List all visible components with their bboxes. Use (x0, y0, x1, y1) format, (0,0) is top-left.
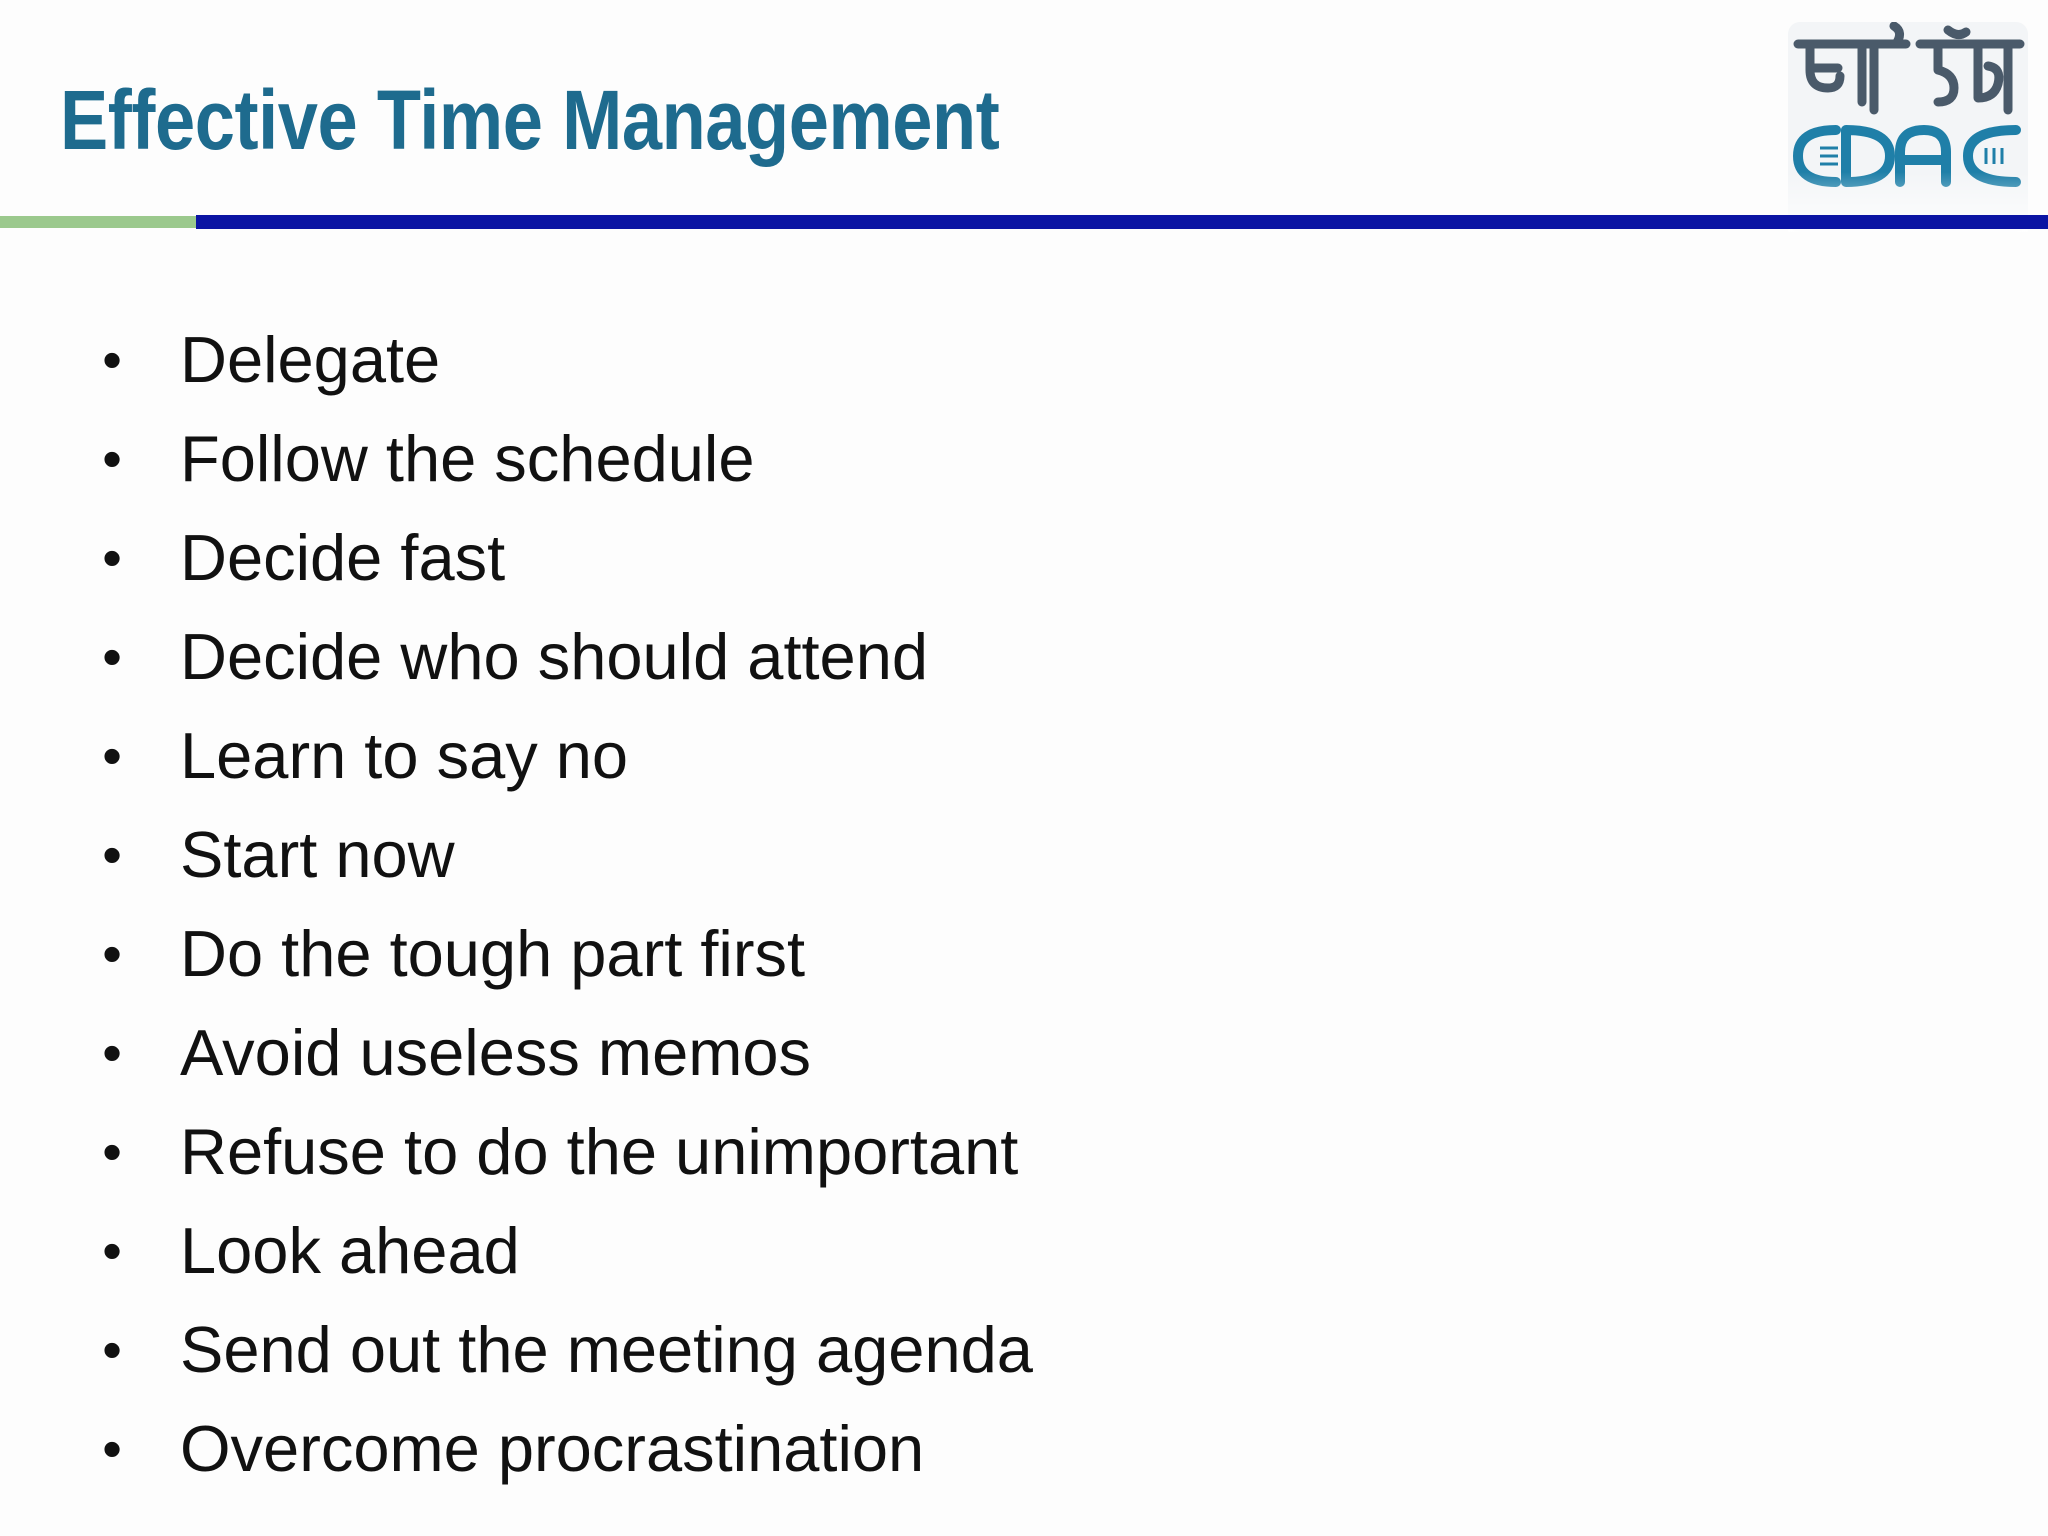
bullet-icon: • (102, 1021, 122, 1084)
bullet-text: Avoid useless memos (180, 1016, 812, 1089)
bullet-icon: • (102, 922, 122, 985)
bullet-text: Start now (180, 818, 455, 891)
title-rule-blue-segment (196, 215, 2048, 229)
bullet-text: Decide fast (180, 521, 506, 594)
cdac-logo-graphic (1788, 22, 2028, 232)
bullet-text: Send out the meeting agenda (180, 1313, 1033, 1386)
bullet-text: Follow the schedule (180, 422, 755, 495)
bullet-icon: • (102, 328, 122, 391)
bullet-icon: • (102, 625, 122, 688)
bullet-text: Delegate (180, 323, 441, 396)
title-rule-green-segment (0, 216, 196, 228)
bullet-text: Refuse to do the unimportant (180, 1115, 1019, 1188)
cdac-logo (1788, 22, 2028, 232)
bullet-icon: • (102, 1417, 122, 1480)
bullet-icon: • (102, 1318, 122, 1381)
bullet-text: Overcome procrastination (180, 1412, 925, 1485)
bullet-text: Decide who should attend (180, 620, 929, 693)
bullet-text: Do the tough part first (180, 917, 806, 990)
bullet-icon: • (102, 823, 122, 886)
bullet-icon: • (102, 1120, 122, 1183)
bullet-icon: • (102, 427, 122, 490)
bullet-icon: • (102, 1219, 122, 1282)
bullet-text: Look ahead (180, 1214, 520, 1287)
slide-title: Effective Time Management (60, 73, 1000, 167)
bullet-text: Learn to say no (180, 719, 629, 792)
bullet-icon: • (102, 526, 122, 589)
bullet-icon: • (102, 724, 122, 787)
